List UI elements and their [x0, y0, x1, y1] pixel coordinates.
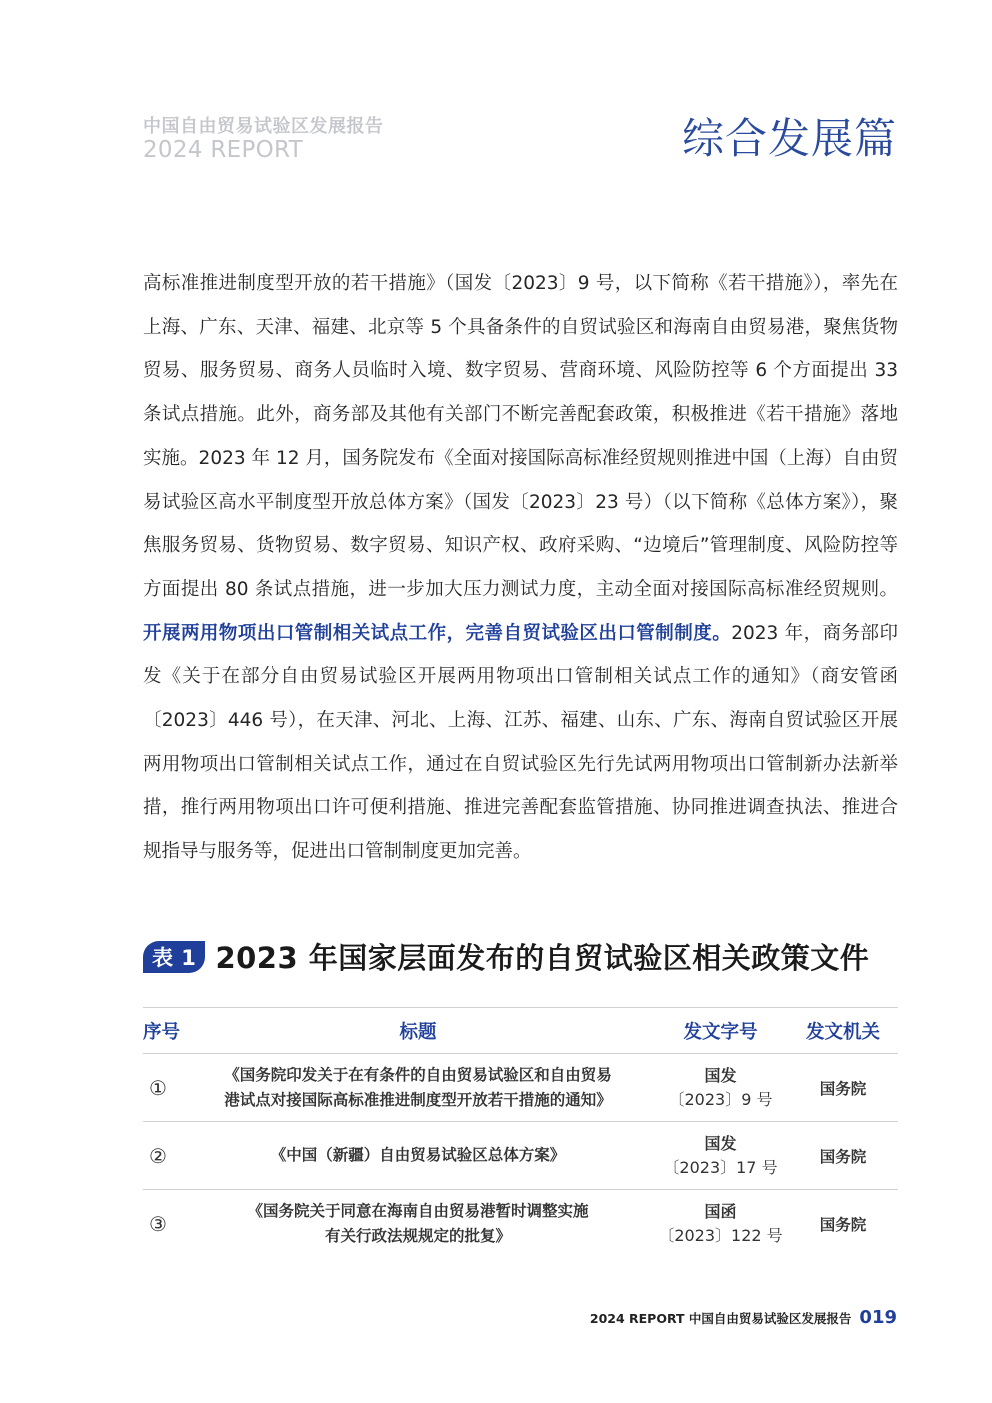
table-caption [143, 936, 869, 977]
doc-number: 〔2023〕122 号 [658, 1225, 783, 1245]
doc-number: 〔2023〕9 号 [668, 1089, 773, 1109]
row-issuer: 国务院 [819, 1079, 867, 1098]
report-title-cn: 中国自由贸易试验区发展报告 [143, 116, 384, 137]
section-title: 综合发展篇 [681, 114, 897, 163]
row-title-line: 《中国（新疆）自由贸易试验区总体方案》 [270, 1146, 566, 1164]
paragraph-part-2: 2023 年，商务部印发《关于在部分自由贸易试验区开展两用物项出口管制相关试点工作的通知》（商安管函〔2023〕446 号），在天津、河北、上海、江苏、福建、山东、广东、海南自贸试验区开展两用物项出口管制相关试点工作，通过在自贸试验区先行先试两用物项出口管制新办法新举措，推行两用物项出口许可便利措施、推进完善配套监管措施、协同推进调查执法、推进合规指导与服务等，促进出口管制制度更加完善。 [143, 622, 898, 863]
row-issuer: 国务院 [819, 1215, 867, 1234]
row-doc-number [653, 1132, 788, 1180]
row-doc-number [653, 1064, 788, 1112]
row-title [183, 1199, 653, 1249]
header-doc-number: 发文字号 [683, 1021, 758, 1043]
doc-prefix: 国函 [704, 1201, 737, 1221]
paragraph [143, 262, 898, 874]
body-text [143, 262, 898, 874]
report-title-en: 2024 REPORT [143, 137, 303, 163]
table-row [143, 1190, 898, 1257]
row-title [183, 1143, 653, 1168]
row-title-line: 有关行政法规规定的批复》 [324, 1226, 511, 1245]
row-number: ② [149, 1143, 167, 1168]
doc-prefix: 国发 [704, 1133, 737, 1153]
paragraph-part-1: 高标准推进制度型开放的若干措施》（国发〔2023〕9 号，以下简称《若干措施》），率先在上海、广东、天津、福建、北京等 5 个具备条件的自贸试验区和海南自由贸易港，聚焦货物贸易、服务贸易、商务人员临时入境、数字贸易、营商环境、风险防控等 6 个方面提出 33 条试点措施。此外，商务部及其他有关部门不断完善配套政策，积极推进《若干措施》落地实施。2023 年 12 月，国务院发布《全面对接国际高标准经贸规则推进中国（上海）自由贸易试验区高水平制度型开放总体方案》（国发〔2023〕23 号）（以下简称《总体方案》），聚焦服务贸易、货物贸易、数字贸易、知识产权、政府采购、“边境后”管理制度、风险防控等方面提出 80 条试点措施，进一步加大压力测试力度，主动全面对接国际高标准经贸规则。 [143, 273, 898, 600]
header-no: 序号 [143, 1021, 181, 1043]
policy-table [143, 1007, 898, 1257]
row-issuer: 国务院 [819, 1147, 867, 1166]
footer-text: 2024 REPORT 中国自由贸易试验区发展报告 [589, 1310, 852, 1326]
row-number: ③ [149, 1211, 167, 1236]
row-title [183, 1063, 653, 1113]
table-row [143, 1054, 898, 1122]
row-number: ① [149, 1075, 167, 1100]
highlight-text: 开展两用物项出口管制相关试点工作，完善自贸试验区出口管制制度。 [143, 622, 732, 644]
running-header [143, 118, 384, 162]
row-title-line: 《国务院印发关于在有条件的自由贸易试验区和自由贸易 [224, 1065, 612, 1084]
table-badge: 表 1 [143, 941, 205, 973]
header-title: 标题 [399, 1021, 437, 1043]
table-title: 2023 年国家层面发布的自贸试验区相关政策文件 [215, 941, 870, 975]
table-header-row [143, 1008, 898, 1054]
page-number: 019 [859, 1307, 897, 1328]
page-footer [590, 1307, 897, 1328]
row-title-line: 港试点对接国际高标准推进制度型开放若干措施的通知》 [224, 1090, 612, 1109]
row-doc-number [653, 1200, 788, 1248]
doc-number: 〔2023〕17 号 [663, 1157, 778, 1177]
table-row [143, 1122, 898, 1190]
row-title-line: 《国务院关于同意在海南自由贸易港暂时调整实施 [247, 1201, 589, 1220]
doc-prefix: 国发 [704, 1065, 737, 1085]
header-issuer: 发文机关 [805, 1021, 880, 1043]
